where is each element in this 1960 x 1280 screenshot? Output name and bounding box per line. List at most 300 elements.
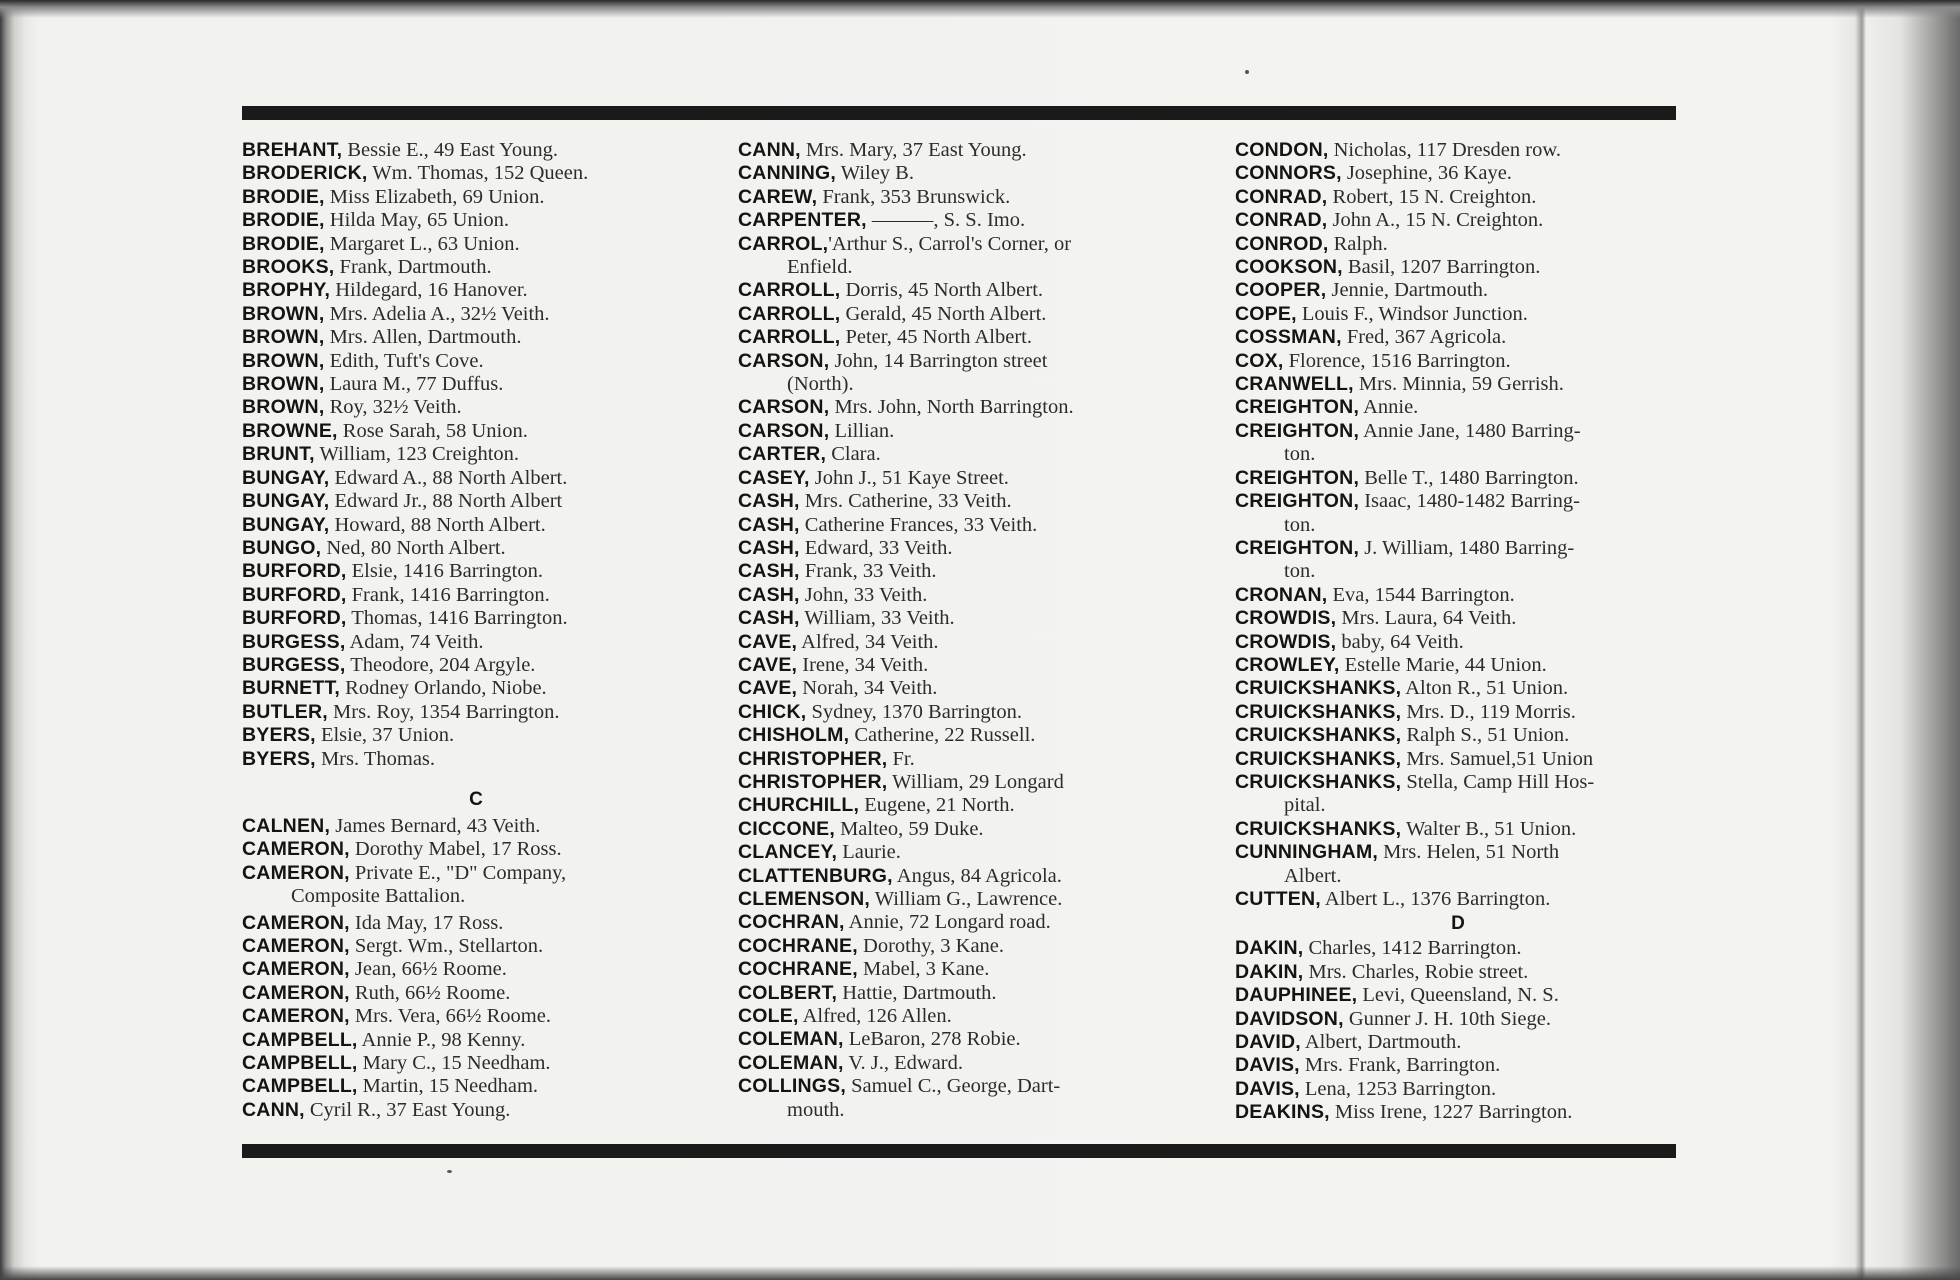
entry-surname: BYERS, <box>242 747 316 770</box>
directory-entry <box>738 350 1182 373</box>
directory-entry <box>1235 748 1681 771</box>
entry-surname: CONRAD, <box>1235 209 1328 232</box>
entry-details: Ralph. <box>1328 232 1388 255</box>
entry-surname: COLLINGS, <box>738 1075 846 1098</box>
entry-details: Clara. <box>826 443 881 466</box>
entry-details: Belle T., 1480 Barrington. <box>1359 466 1579 489</box>
entry-details: Levi, Queensland, N. S. <box>1357 984 1559 1007</box>
entry-surname: CLANCEY, <box>738 841 838 864</box>
directory-entry <box>242 677 710 700</box>
entry-details: Edward A., 88 North Albert. <box>329 466 568 489</box>
entry-surname: BUNGAY, <box>242 513 330 536</box>
entry-surname: DAUPHINEE, <box>1235 984 1358 1007</box>
entry-surname: BROWN, <box>242 349 325 372</box>
entry-details: J. William, 1480 Barring- <box>1359 536 1575 559</box>
entry-details: Rose Sarah, 58 Union. <box>337 419 528 442</box>
entry-details: Thomas, 1416 Barrington. <box>346 607 568 630</box>
entry-details: Laurie. <box>837 841 901 864</box>
entry-surname: CASH, <box>738 607 800 630</box>
entry-surname: COPE, <box>1235 302 1297 325</box>
entry-continuation: ton. <box>1284 513 1316 536</box>
entry-surname: BROWN, <box>242 326 325 349</box>
entry-surname: CARROLL, <box>738 302 841 325</box>
entry-surname: BROWNE, <box>242 419 338 442</box>
entry-details: Jean, 66½ Roome. <box>349 958 507 981</box>
directory-entry <box>242 1005 710 1028</box>
entry-surname: CAMERON, <box>242 911 350 934</box>
entry-continuation: Albert. <box>1284 864 1342 887</box>
entry-surname: CARSON, <box>738 349 830 372</box>
directory-entry <box>738 1028 1182 1051</box>
directory-entry <box>738 209 1182 232</box>
entry-surname: CREIGHTON, <box>1235 396 1360 419</box>
directory-entry <box>1235 209 1681 232</box>
entry-surname: CRUICKSHANKS, <box>1235 770 1402 793</box>
entry-surname: CICCONE, <box>738 817 835 840</box>
entry-details: Wiley B. <box>836 162 914 185</box>
entry-details: Wm. Thomas, 152 Queen. <box>367 162 589 185</box>
directory-entry <box>738 1075 1182 1098</box>
entry-details: Florence, 1516 Barrington. <box>1283 349 1511 372</box>
entry-surname: BURFORD, <box>242 607 347 630</box>
entry-details: Hattie, Dartmouth. <box>837 981 997 1004</box>
directory-entry <box>242 912 710 935</box>
entry-surname: CAVE, <box>738 677 798 700</box>
entry-surname: CAMERON, <box>242 861 350 884</box>
entry-details: Catherine, 22 Russell. <box>849 724 1036 747</box>
entry-surname: BROWN, <box>242 302 325 325</box>
entry-surname: CAMERON, <box>242 958 350 981</box>
entry-surname: CARSON, <box>738 419 830 442</box>
directory-entry <box>1235 984 1681 1007</box>
entry-surname: CUTTEN, <box>1235 888 1321 910</box>
entry-surname: CROWDIS, <box>1235 607 1337 630</box>
entry-details: Irene, 34 Veith. <box>797 653 929 676</box>
entry-details: Lillian. <box>829 419 895 442</box>
page-bottom-edge <box>0 1266 1960 1280</box>
entry-surname: DAVIS, <box>1235 1054 1300 1077</box>
entry-details: Louis F., Windsor Junction. <box>1296 302 1528 325</box>
directory-entry <box>1235 1078 1681 1101</box>
directory-entry <box>242 982 710 1005</box>
directory-entry <box>738 982 1182 1005</box>
entry-details: Robert, 15 N. Creighton. <box>1327 185 1537 208</box>
entry-details: Annie. <box>1359 396 1419 419</box>
entry-details: Estelle Marie, 44 Union. <box>1339 653 1547 676</box>
entry-surname: DAVIS, <box>1235 1077 1300 1100</box>
directory-entry <box>1235 186 1681 209</box>
entry-surname: BUTLER, <box>242 700 328 723</box>
directory-entry <box>242 139 710 162</box>
entry-details: John, 14 Barrington street <box>829 349 1048 372</box>
directory-entry <box>242 443 710 466</box>
entry-continuation: Composite Battalion. <box>291 885 466 908</box>
entry-details: Dorris, 45 North Albert. <box>840 279 1044 302</box>
entry-details: Annie Jane, 1480 Barring- <box>1359 419 1581 442</box>
directory-entry <box>1235 490 1681 513</box>
directory-entry <box>738 1052 1182 1075</box>
directory-column-3 <box>1235 139 1681 1125</box>
entry-details: Albert L., 1376 Barrington. <box>1320 888 1551 910</box>
entry-details: Mrs. Charles, Robie street. <box>1303 960 1529 983</box>
entry-details: Alton R., 51 Union. <box>1401 677 1569 700</box>
entry-surname: COLEMAN, <box>738 1051 844 1074</box>
directory-entry <box>242 935 710 958</box>
entry-details: John, 33 Veith. <box>799 583 928 606</box>
directory-entry <box>242 607 710 630</box>
entry-details: Margaret L., 63 Union. <box>324 232 520 255</box>
directory-entry <box>242 537 710 560</box>
entry-surname: BREHANT, <box>242 139 343 161</box>
entry-details: Hilda May, 65 Union. <box>324 209 509 232</box>
entry-surname: CREIGHTON, <box>1235 536 1360 559</box>
directory-entry <box>738 654 1182 677</box>
entry-surname: DAKIN, <box>1235 937 1304 960</box>
directory-entry <box>1235 162 1681 185</box>
entry-details: William, 123 Creighton. <box>314 443 520 466</box>
directory-entry <box>242 748 710 771</box>
directory-entry <box>738 396 1182 419</box>
entry-surname: CASEY, <box>738 466 810 489</box>
entry-details: Nicholas, 117 Dresden row. <box>1328 139 1561 161</box>
directory-entry <box>1235 420 1681 443</box>
entry-details: Mrs. Adelia A., 32½ Veith. <box>324 302 550 325</box>
entry-details: Mrs. Frank, Barrington. <box>1299 1054 1501 1077</box>
entry-details: Mrs. Laura, 64 Veith. <box>1336 607 1517 630</box>
entry-details: Mrs. Samuel,51 Union <box>1401 747 1594 770</box>
entry-details: Edith, Tuft's Cove. <box>324 349 484 372</box>
directory-entry <box>242 209 710 232</box>
directory-entry <box>242 256 710 279</box>
entry-surname: DAKIN, <box>1235 960 1304 983</box>
directory-entry <box>242 326 710 349</box>
directory-entry <box>1235 396 1681 419</box>
entry-continuation: pital. <box>1284 794 1326 817</box>
bottom-rule <box>242 1144 1676 1158</box>
directory-entry <box>1235 1031 1681 1054</box>
entry-details: Cyril R., 37 East Young. <box>304 1098 511 1121</box>
entry-details: Mrs. Allen, Dartmouth. <box>324 326 522 349</box>
directory-entry <box>1235 771 1681 794</box>
entry-surname: CAMERON, <box>242 981 350 1004</box>
entry-details: Gerald, 45 North Albert. <box>840 302 1047 325</box>
entry-details: Mrs. John, North Barrington. <box>829 396 1074 419</box>
entry-details: Dorothy Mabel, 17 Ross. <box>349 838 562 861</box>
directory-entry <box>242 279 710 302</box>
entry-surname: CAVE, <box>738 653 798 676</box>
entry-surname: CAMERON, <box>242 1005 350 1028</box>
directory-entry <box>1235 350 1681 373</box>
ink-speck <box>447 1170 452 1173</box>
directory-entry <box>1235 654 1681 677</box>
entry-details: Miss Elizabeth, 69 Union. <box>324 185 545 208</box>
entry-surname: BRODIE, <box>242 232 325 255</box>
entry-details: Rodney Orlando, Niobe. <box>340 677 547 700</box>
entry-details: 'Arthur S., Carrol's Corner, or <box>828 232 1072 255</box>
entry-details: Mrs. Minnia, 59 Gerrish. <box>1353 373 1564 396</box>
directory-entry <box>738 303 1182 326</box>
directory-entry <box>1235 724 1681 747</box>
entry-details: William, 33 Veith. <box>799 607 955 630</box>
directory-entry <box>738 748 1182 771</box>
directory-entry <box>242 958 710 981</box>
directory-column-1 <box>242 139 710 1122</box>
entry-surname: CAMPBELL, <box>242 1028 358 1051</box>
entry-surname: CARROLL, <box>738 326 841 349</box>
entry-surname: CASH, <box>738 583 800 606</box>
entry-surname: COSSMAN, <box>1235 326 1342 349</box>
entry-details: Angus, 84 Agricola. <box>892 864 1062 887</box>
entry-surname: COCHRANE, <box>738 934 858 957</box>
directory-entry <box>1235 1054 1681 1077</box>
entry-surname: COCHRANE, <box>738 958 858 981</box>
directory-entry <box>242 631 710 654</box>
directory-entry <box>242 490 710 513</box>
entry-continuation: Enfield. <box>787 256 853 279</box>
directory-entry <box>242 350 710 373</box>
directory-entry <box>1235 233 1681 256</box>
directory-entry <box>738 607 1182 630</box>
entry-details: Basil, 1207 Barrington. <box>1342 256 1541 279</box>
directory-entry <box>242 1052 710 1075</box>
entry-details: Albert, Dartmouth. <box>1300 1031 1462 1054</box>
directory-entry <box>738 794 1182 817</box>
directory-entry <box>1235 279 1681 302</box>
entry-details: William G., Lawrence. <box>870 888 1063 910</box>
entry-details: Mrs. Thomas. <box>315 747 436 770</box>
directory-entry <box>1235 888 1681 911</box>
entry-surname: DEAKINS, <box>1235 1101 1330 1124</box>
entry-details: Fred, 367 Agricola. <box>1341 326 1507 349</box>
directory-entry <box>738 888 1182 911</box>
entry-details: Mrs. Catherine, 33 Veith. <box>799 490 1012 513</box>
entry-continuation: (North). <box>787 373 854 396</box>
directory-entry <box>242 654 710 677</box>
entry-details: Elsie, 1416 Barrington. <box>346 560 543 583</box>
entry-surname: BUNGO, <box>242 536 322 559</box>
entry-surname: CHURCHILL, <box>738 794 860 817</box>
directory-entry <box>738 865 1182 888</box>
directory-entry <box>738 186 1182 209</box>
entry-surname: CONDON, <box>1235 139 1329 161</box>
entry-surname: CROWLEY, <box>1235 653 1340 676</box>
entry-details: Frank, 1416 Barrington. <box>346 583 550 606</box>
directory-entry <box>242 233 710 256</box>
directory-entry <box>1235 631 1681 654</box>
entry-details: Mary C., 15 Needham. <box>357 1052 551 1075</box>
entry-details: Frank, Dartmouth. <box>334 256 492 279</box>
directory-entry <box>242 186 710 209</box>
entry-surname: COLE, <box>738 1005 799 1028</box>
directory-entry <box>1235 677 1681 700</box>
entry-surname: BURFORD, <box>242 583 347 606</box>
entry-surname: CARROL, <box>738 232 829 255</box>
directory-entry <box>738 958 1182 981</box>
directory-entry <box>738 233 1182 256</box>
entry-surname: CONNORS, <box>1235 162 1342 185</box>
directory-entry <box>738 1005 1182 1028</box>
entry-surname: CONROD, <box>1235 232 1329 255</box>
directory-entry <box>242 420 710 443</box>
directory-entry <box>1235 937 1681 960</box>
directory-entry <box>242 1099 710 1122</box>
directory-entry <box>738 537 1182 560</box>
directory-entry <box>738 631 1182 654</box>
entry-details: John A., 15 N. Creighton. <box>1327 209 1544 232</box>
directory-entry <box>738 467 1182 490</box>
entry-surname: CASH, <box>738 560 800 583</box>
directory-entry <box>738 841 1182 864</box>
directory-entry <box>738 420 1182 443</box>
directory-entry <box>242 1029 710 1052</box>
directory-entry <box>738 771 1182 794</box>
entry-details: Norah, 34 Veith. <box>797 677 938 700</box>
directory-entry <box>1235 326 1681 349</box>
entry-surname: CRUICKSHANKS, <box>1235 677 1402 700</box>
directory-entry <box>1235 256 1681 279</box>
directory-entry <box>242 724 710 747</box>
entry-details: Howard, 88 North Albert. <box>329 513 546 536</box>
directory-entry <box>1235 467 1681 490</box>
entry-surname: DAVID, <box>1235 1031 1301 1054</box>
entry-details: Samuel C., George, Dart- <box>845 1075 1061 1098</box>
entry-surname: CLEMENSON, <box>738 888 871 910</box>
entry-details: Bessie E., 49 East Young. <box>342 139 559 161</box>
entry-details: Ralph S., 51 Union. <box>1401 724 1570 747</box>
entry-surname: DAVIDSON, <box>1235 1007 1344 1030</box>
entry-details: Mrs. Vera, 66½ Roome. <box>349 1005 551 1028</box>
entry-details: Dorothy, 3 Kane. <box>857 934 1005 957</box>
entry-details: Walter B., 51 Union. <box>1401 817 1577 840</box>
directory-entry <box>738 701 1182 724</box>
entry-details: Jennie, Dartmouth. <box>1326 279 1489 302</box>
ink-speck <box>1245 70 1249 74</box>
entry-details: William, 29 Longard <box>887 770 1064 793</box>
entry-continuation: ton. <box>1284 443 1316 466</box>
directory-entry <box>1235 584 1681 607</box>
entry-surname: CHRISTOPHER, <box>738 770 888 793</box>
directory-entry <box>1235 303 1681 326</box>
entry-details: James Bernard, 43 Veith. <box>330 814 541 837</box>
entry-surname: CREIGHTON, <box>1235 419 1360 442</box>
entry-surname: CARROLL, <box>738 279 841 302</box>
directory-entry <box>738 490 1182 513</box>
section-letter-heading: C <box>469 788 483 810</box>
entry-details: Mrs. Helen, 51 North <box>1378 841 1560 864</box>
entry-surname: COX, <box>1235 349 1284 372</box>
entry-details: Theodore, 204 Argyle. <box>345 653 536 676</box>
entry-details: Sydney, 1370 Barrington. <box>806 700 1022 723</box>
directory-entry <box>738 677 1182 700</box>
entry-surname: CASH, <box>738 490 800 513</box>
entry-surname: CRUICKSHANKS, <box>1235 747 1402 770</box>
entry-details: V. J., Edward. <box>843 1051 963 1074</box>
directory-entry <box>242 584 710 607</box>
entry-surname: BRODERICK, <box>242 162 368 185</box>
directory-entry <box>242 467 710 490</box>
entry-surname: CLATTENBURG, <box>738 864 893 887</box>
entry-details: Hildegard, 16 Hanover. <box>330 279 528 302</box>
entry-surname: CHISHOLM, <box>738 724 850 747</box>
entry-surname: CREIGHTON, <box>1235 490 1360 513</box>
entry-details: Josephine, 36 Kaye. <box>1341 162 1512 185</box>
entry-surname: CAMERON, <box>242 935 350 957</box>
entry-details: Roy, 32½ Veith. <box>324 396 462 419</box>
entry-continuation: ton. <box>1284 560 1316 583</box>
entry-surname: CROWDIS, <box>1235 630 1337 653</box>
directory-entry <box>738 818 1182 841</box>
entry-surname: CUNNINGHAM, <box>1235 841 1379 864</box>
entry-details: Mrs. Roy, 1354 Barrington. <box>327 700 560 723</box>
directory-entry <box>1235 818 1681 841</box>
entry-surname: CRANWELL, <box>1235 373 1354 396</box>
directory-entry <box>242 373 710 396</box>
directory-entry <box>738 935 1182 958</box>
directory-entry <box>242 162 710 185</box>
directory-entry <box>738 326 1182 349</box>
entry-details: Alfred, 34 Veith. <box>797 630 939 653</box>
entry-details: LeBaron, 278 Robie. <box>843 1028 1021 1051</box>
entry-details: Fr. <box>887 747 915 770</box>
entry-details: Private E., "D" Company, <box>349 861 567 884</box>
entry-details: Stella, Camp Hill Hos- <box>1401 770 1595 793</box>
entry-surname: COCHRAN, <box>738 911 845 934</box>
entry-surname: BROWN, <box>242 373 325 396</box>
page-top-edge <box>0 0 1960 18</box>
entry-continuation: mouth. <box>787 1098 845 1121</box>
directory-entry <box>242 303 710 326</box>
entry-surname: CANN, <box>242 1098 305 1121</box>
directory-entry <box>242 1075 710 1098</box>
directory-entry <box>738 911 1182 934</box>
directory-entry <box>242 838 710 861</box>
directory-entry <box>738 443 1182 466</box>
entry-details: John J., 51 Kaye Street. <box>809 466 1009 489</box>
entry-surname: CAMPBELL, <box>242 1075 358 1098</box>
entry-surname: BURGESS, <box>242 630 346 653</box>
directory-entry <box>1235 373 1681 396</box>
entry-surname: BROPHY, <box>242 279 331 302</box>
entry-details: Malteo, 59 Duke. <box>834 817 984 840</box>
entry-surname: CREIGHTON, <box>1235 466 1360 489</box>
entry-details: Laura M., 77 Duffus. <box>324 373 504 396</box>
entry-details: Ned, 80 North Albert. <box>321 536 506 559</box>
section-letter-heading: D <box>1451 913 1465 935</box>
entry-surname: CASH, <box>738 513 800 536</box>
entry-surname: CRUICKSHANKS, <box>1235 700 1402 723</box>
entry-surname: COLEMAN, <box>738 1028 844 1051</box>
entry-surname: BYERS, <box>242 724 316 747</box>
directory-entry <box>1235 841 1681 864</box>
entry-surname: CALNEN, <box>242 814 331 837</box>
entry-surname: COOKSON, <box>1235 256 1343 279</box>
entry-details: Alfred, 126 Allen. <box>798 1005 952 1028</box>
entry-surname: CANNING, <box>738 162 837 185</box>
entry-surname: CASH, <box>738 536 800 559</box>
entry-surname: BRODIE, <box>242 209 325 232</box>
entry-details: Miss Irene, 1227 Barrington. <box>1329 1101 1573 1124</box>
entry-surname: COLBERT, <box>738 981 838 1004</box>
entry-details: Eva, 1544 Barrington. <box>1327 583 1515 606</box>
entry-surname: CARSON, <box>738 396 830 419</box>
entry-surname: CRONAN, <box>1235 583 1328 606</box>
directory-entry <box>738 279 1182 302</box>
entry-details: Edward Jr., 88 North Albert <box>329 490 563 513</box>
entry-surname: BRUNT, <box>242 443 315 466</box>
directory-entry <box>242 560 710 583</box>
entry-surname: CANN, <box>738 139 801 161</box>
entry-surname: CARTER, <box>738 443 827 466</box>
